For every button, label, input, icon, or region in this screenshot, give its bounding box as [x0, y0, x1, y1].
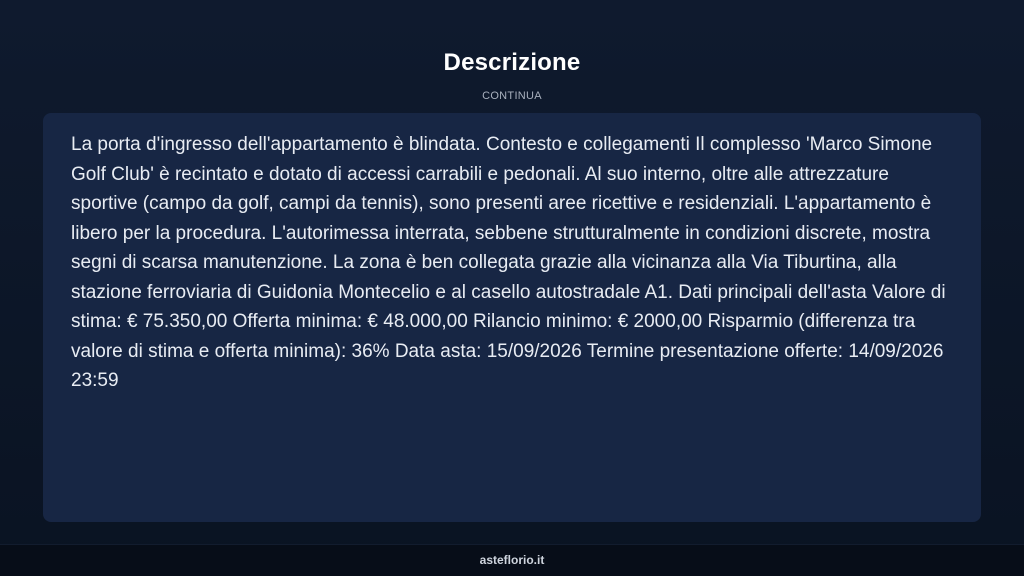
footer-bar — [0, 544, 1024, 576]
description-text: La porta d'ingresso dell'appartamento è blindata. Contesto e collegamenti Il complesso 'Marco Simone Golf Club' è recintato e dotato di accessi carrabili e pedonali. Al suo interno, oltre alle attrezzature sportive (campo da golf, campi da tennis), sono presenti aree ricettive e residenziali. L'appartamento è libero per la procedura. L'autorimessa interrata, sebbene strutturalmente in condizioni discrete, mostra segni di scarsa manutenzione. La zona è ben collegata grazie alla vicinanza alla Via Tiburtina, alla stazione ferroviaria di Guidonia Montecelio e al casello autostradale A1. Dati principali dell'asta Valore di stima: € 75.350,00 Offerta minima: € 48.000,00 Rilancio minimo: € 2000,00 Risparmio (differenza tra valore di stima e offerta minima): 36% Data asta: 15/09/2026 Termine presentazione offerte: 14/09/2026 23:59 — [71, 134, 946, 391]
page-subtitle: CONTINUA — [482, 90, 542, 102]
footer-site-name: asteflorio.it — [479, 553, 545, 567]
description-card — [43, 113, 981, 522]
page-title: Descrizione — [443, 49, 581, 76]
